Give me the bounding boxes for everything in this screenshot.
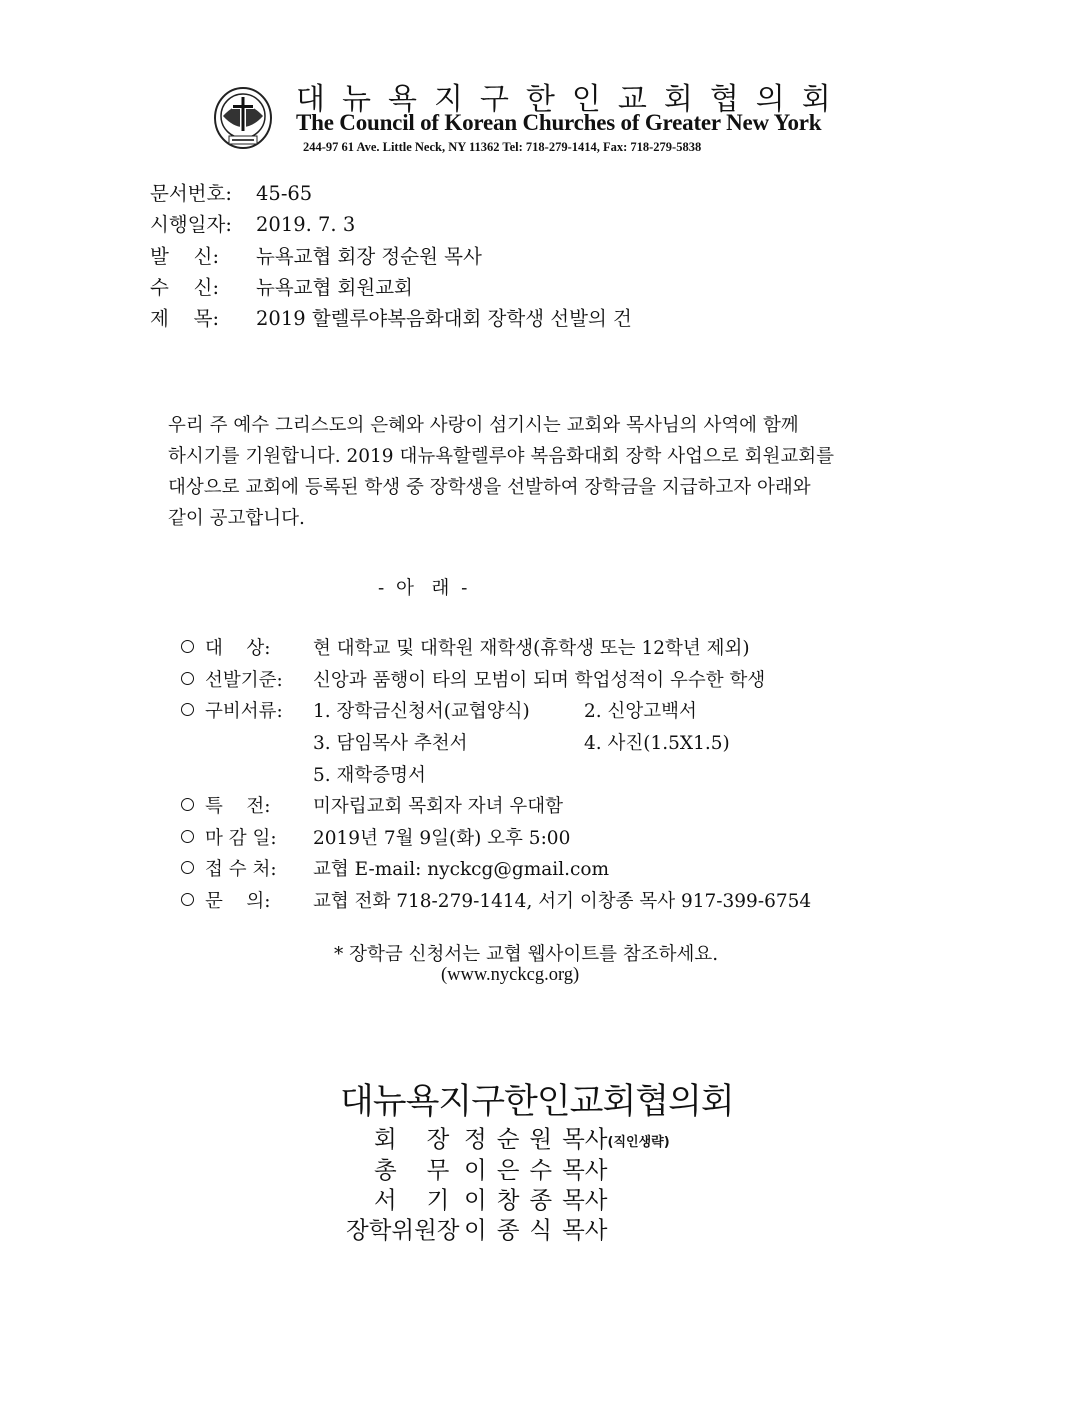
item-value: 미자립교회 목회자 자녀 우대함 — [313, 796, 563, 817]
body-paragraph — [168, 410, 928, 534]
item-value: 현 대학교 및 대학원 재학생(휴학생 또는 12학년 제외) — [313, 638, 750, 659]
item-label: 문 의: — [205, 891, 271, 912]
signature-name: 이종식 — [464, 1216, 563, 1244]
subject-row — [150, 303, 632, 331]
council-logo — [213, 86, 273, 150]
signature-role: 서 기 — [374, 1186, 450, 1214]
circle-bullet-icon — [181, 703, 194, 716]
item-value: 교협 전화 718-279-1414, 서기 이창종 목사 917-399-6754 — [313, 891, 812, 912]
org-name-korean: 대뉴욕지구한인교회협의회 — [296, 82, 848, 117]
signature-title: 목사 — [562, 1156, 608, 1184]
item-label: 마 감 일: — [205, 828, 277, 849]
document-3: 3. 담임목사 추천서 — [313, 733, 468, 754]
doc-number-row — [150, 178, 312, 206]
subject-value: 2019 할렐루야복음화대회 장학생 선발의 건 — [256, 307, 632, 330]
org-name-english: The Council of Korean Churches of Greater New York — [296, 110, 822, 135]
body-line: 대상으로 교회에 등록된 학생 중 장학생을 선발하여 장학금을 지급하고자 아래와 — [168, 477, 811, 498]
item-value: 신앙과 품행이 타의 모범이 되며 학업성적이 우수한 학생 — [313, 670, 766, 691]
date-value: 2019. 7. 3 — [256, 213, 356, 236]
item-label: 구비서류: — [205, 701, 283, 722]
circle-bullet-icon — [181, 798, 194, 811]
doc-number-value: 45-65 — [256, 182, 313, 205]
item-inquiry — [181, 887, 811, 913]
circle-bullet-icon — [181, 672, 194, 685]
signature-secretary-general — [374, 1151, 608, 1185]
sender-value: 뉴욕교협 회장 정순원 목사 — [256, 245, 482, 268]
circle-bullet-icon — [181, 861, 194, 874]
application-note: * 장학금 신청서는 교협 웹사이트를 참조하세요. — [334, 944, 719, 965]
signature-president — [374, 1120, 670, 1154]
item-benefit — [181, 792, 563, 818]
below-heading: - 아 래 - — [378, 578, 468, 599]
sender-row — [150, 241, 482, 269]
signature-role: 회 장 — [374, 1125, 450, 1153]
body-line: 우리 주 예수 그리스도의 은혜와 사랑이 섬기시는 교회와 목사님의 사역에 함께 — [168, 415, 799, 436]
signature-name: 정순원 — [464, 1125, 563, 1153]
signature-title: 목사 — [562, 1186, 608, 1214]
subject-label: 제 목: — [150, 307, 220, 330]
date-row — [150, 209, 355, 237]
signature-title: 목사 — [562, 1216, 608, 1244]
document-1: 1. 장학금신청서(교협양식) — [313, 701, 530, 722]
document-5: 5. 재학증명서 — [313, 765, 426, 786]
item-documents — [181, 697, 313, 723]
signature-name: 이창종 — [464, 1186, 563, 1214]
item-label: 선발기준: — [205, 670, 283, 691]
item-value: 교협 E-mail: nyckcg@gmail.com — [313, 859, 610, 880]
date-label: 시행일자: — [150, 213, 232, 236]
signature-scholarship-chair — [346, 1211, 608, 1245]
document-4: 4. 사진(1.5X1.5) — [584, 733, 730, 754]
item-label: 특 전: — [205, 796, 271, 817]
item-label: 접 수 처: — [205, 859, 277, 880]
recipient-row — [150, 272, 413, 300]
signature-role: 총 무 — [374, 1156, 450, 1184]
recipient-label: 수 신: — [150, 276, 220, 299]
body-line: 하시기를 기원합니다. 2019 대뉴욕할렐루야 복음화대회 장학 사업으로 회원교회를 — [168, 446, 835, 467]
document-2: 2. 신앙고백서 — [584, 701, 697, 722]
sender-label: 발 신: — [150, 245, 220, 268]
item-target — [181, 634, 750, 660]
item-deadline — [181, 824, 570, 850]
body-line: 같이 공고합니다. — [168, 508, 305, 529]
item-criteria — [181, 666, 765, 692]
recipient-value: 뉴욕교협 회원교회 — [256, 276, 413, 299]
doc-number-label: 문서번호: — [150, 182, 232, 205]
signature-secretary — [374, 1181, 608, 1215]
circle-bullet-icon — [181, 893, 194, 906]
org-address: 244-97 61 Ave. Little Neck, NY 11362 Tel: 718-279-1414, Fax: 718-279-5838 — [303, 140, 702, 154]
signature-title: 목사 — [562, 1125, 608, 1153]
signature-name: 이은수 — [464, 1156, 563, 1184]
circle-bullet-icon — [181, 640, 194, 653]
signature-org-name: 대뉴욕지구한인교회협의회 — [340, 1082, 734, 1122]
item-label: 대 상: — [205, 638, 271, 659]
item-value: 2019년 7월 9일(화) 오후 5:00 — [313, 828, 571, 849]
seal-omitted-note: (직인생략) — [607, 1135, 670, 1150]
circle-bullet-icon — [181, 830, 194, 843]
item-submit — [181, 855, 609, 881]
website-link[interactable]: (www.nyckcg.org) — [441, 965, 580, 985]
signature-role: 장학위원장 — [346, 1216, 460, 1244]
